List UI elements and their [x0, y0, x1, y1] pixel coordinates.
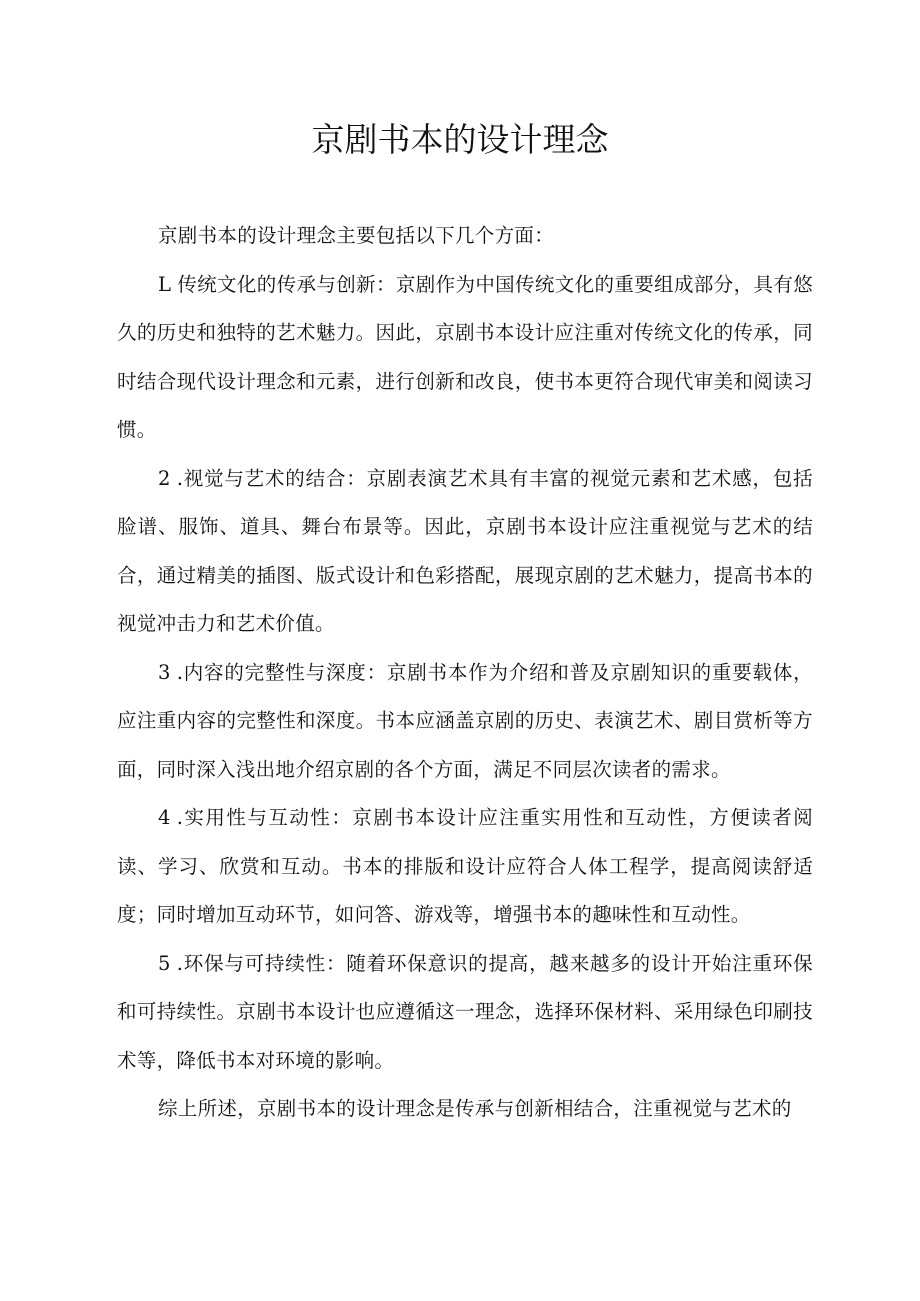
point-number: 5	[158, 951, 171, 975]
document-body	[117, 212, 813, 1134]
point-3-paragraph	[117, 649, 813, 795]
point-4-paragraph	[117, 794, 813, 940]
point-2-paragraph	[117, 455, 813, 649]
paragraph-text: .实用性与互动性：京剧书本设计应注重实用性和互动性，方便读者阅读、学习、欣赏和互动。书本的排版和设计应符合人体工程学，提高阅读舒适度；同时增加互动环节，如问答、游戏等，增强书本的趣味性和互动性。	[117, 806, 813, 926]
point-number: L	[158, 272, 172, 296]
paragraph-text: .内容的完整性与深度：京剧书本作为介绍和普及京剧知识的重要载体，应注重内容的完整性和深度。书本应涵盖京剧的历史、表演艺术、剧目赏析等方面，同时深入浅出地介绍京剧的各个方面，满足不同层次读者的需求。	[117, 660, 813, 781]
point-number: 4	[158, 806, 171, 829]
point-number: 3	[158, 660, 171, 684]
document-title: 京剧书本的设计理念	[311, 120, 609, 159]
paragraph-text: .视觉与艺术的结合：京剧表演艺术具有丰富的视觉元素和艺术感，包括脸谱、服饰、道具、舞台布景等。因此，京剧书本设计应注重视觉与艺术的结合，通过精美的插图、版式设计和色彩搭配，展现京剧的艺术魅力，提高书本的视觉冲击力和艺术价值。	[117, 466, 813, 635]
point-5-paragraph	[117, 940, 813, 1086]
paragraph-text: 综上所述，京剧书本的设计理念是传承与创新相结合，注重视觉与艺术的	[158, 1097, 792, 1120]
paragraph-text: .环保与可持续性：随着环保意识的提高，越来越多的设计开始注重环保和可持续性。京剧书本设计也应遵循这一理念，选择环保材料、采用绿色印刷技术等，降低书本对环境的影响。	[117, 951, 813, 1072]
summary-paragraph	[117, 1085, 813, 1134]
paragraph-text: 传统文化的传承与创新：京剧作为中国传统文化的重要组成部分，具有悠久的历史和独特的艺术魅力。因此，京剧书本设计应注重对传统文化的传承，同时结合现代设计理念和元素，进行创新和改良，使书本更符合现代审美和阅读习惯。	[117, 272, 813, 441]
intro-paragraph	[117, 212, 813, 261]
paragraph-text: 京剧书本的设计理念主要包括以下几个方面：	[158, 224, 555, 247]
point-number: 2	[158, 466, 171, 490]
point-1-paragraph	[117, 261, 813, 455]
